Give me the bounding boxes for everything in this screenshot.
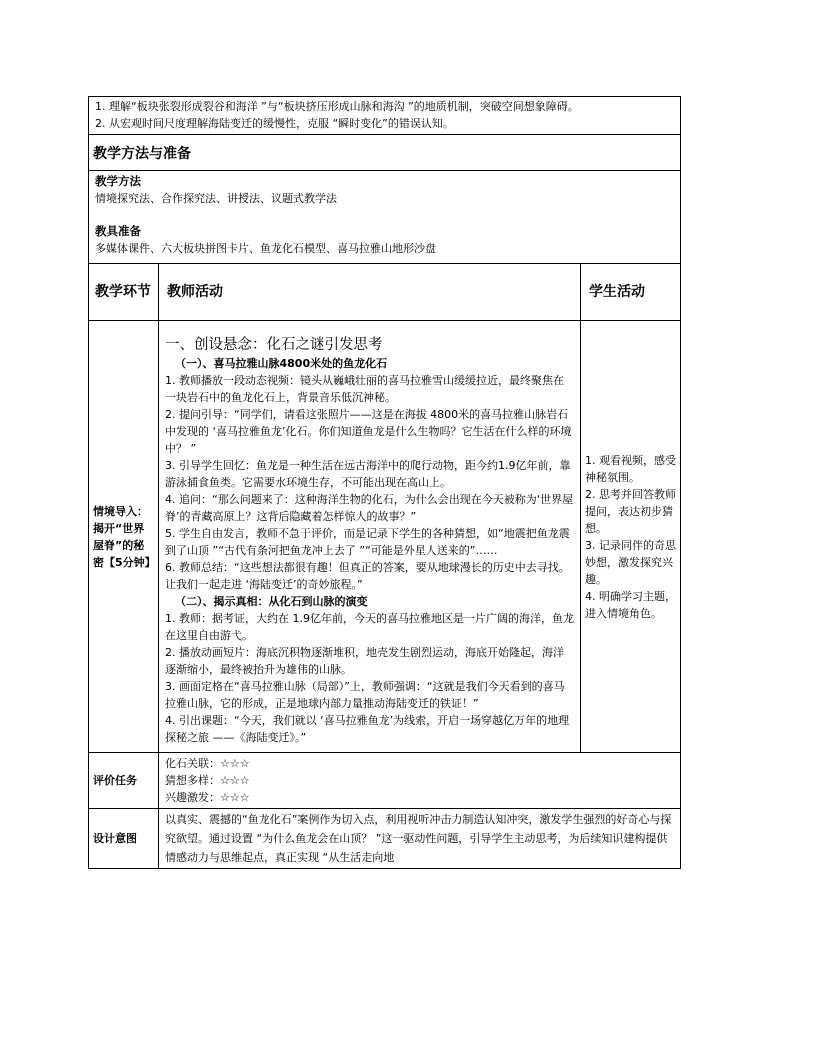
activity-subheading: （二）、揭示真相：从化石到山脉的演变 bbox=[175, 595, 368, 608]
student-step: 4. 明确学习主题，进入情境角色。 bbox=[585, 589, 676, 620]
objective-item: 2. 从宏观时间尺度理解海陆变迁的缓慢性，克服 “瞬时变化”的错误认知。 bbox=[95, 117, 454, 130]
evaluation-label: 评价任务 bbox=[89, 753, 159, 809]
design-text: 以真实、震撼的“鱼龙化石”案例作为切入点，利用视听冲击力制造认知冲突，激发学生强烈的好奇心与探究欲望。通过设置 “为什么鱼龙会在山顶？ ”这一驱动性问题，引导学生主动思考，为后续知识建构提供情感动力与思维起点，真正实现 “从生活走向地 bbox=[159, 809, 681, 869]
activity-step: 6. 教师总结：“这些想法都很有趣！但真正的答案，要从地球漫长的历史中去寻找。让我们一起走进 ‘海陆变迁’的奇妙旅程。” bbox=[165, 561, 570, 591]
methods-text: 情境探究法、合作探究法、讲授法、议题式教学法 bbox=[95, 192, 337, 205]
evaluation-items bbox=[159, 753, 681, 809]
header-teacher: 教师活动 bbox=[159, 264, 581, 321]
design-row bbox=[89, 809, 681, 869]
star-rating: ☆☆☆ bbox=[220, 757, 250, 770]
header-segment: 教学环节 bbox=[89, 264, 159, 321]
methods-section-title-row bbox=[89, 135, 681, 171]
header-student: 学生活动 bbox=[581, 264, 681, 321]
teacher-activity bbox=[159, 321, 581, 753]
methods-heading: 教学方法 bbox=[95, 174, 141, 188]
segment-label: 情境导入：揭开“世界屋脊”的秘密【5分钟】 bbox=[89, 321, 159, 753]
objectives-row bbox=[89, 97, 681, 135]
lesson-plan-table bbox=[88, 96, 681, 869]
methods-cell bbox=[89, 171, 681, 264]
methods-row bbox=[89, 171, 681, 264]
student-step: 3. 记录同伴的奇思妙想，激发探究兴趣。 bbox=[585, 538, 676, 586]
design-label: 设计意图 bbox=[89, 809, 159, 869]
evaluation-item: 猜想多样：☆☆☆ bbox=[165, 774, 250, 787]
student-activity bbox=[581, 321, 681, 753]
prep-text: 多媒体课件、六大板块拼图卡片、鱼龙化石模型、喜马拉雅山地形沙盘 bbox=[95, 242, 436, 255]
table-header-row bbox=[89, 264, 681, 321]
activity-step: 3. 引导学生回忆：鱼龙是一种生活在远古海洋中的爬行动物，距今约1.9亿年前，靠游泳捕食鱼类。它需要水环境生存，不可能出现在高山上。 bbox=[165, 459, 571, 489]
evaluation-item: 化石关联：☆☆☆ bbox=[165, 757, 250, 770]
section-title: 教学方法与准备 bbox=[89, 135, 681, 171]
student-step: 1. 观看视频，感受神秘氛围。 bbox=[585, 453, 676, 484]
evaluation-item: 兴趣激发：☆☆☆ bbox=[165, 791, 250, 804]
activity-title: 一、创设悬念：化石之谜引发思考 bbox=[165, 337, 383, 353]
activity-subheading: （一）、喜马拉雅山脉4800米处的鱼龙化石 bbox=[175, 357, 388, 370]
objectives-cell bbox=[89, 97, 681, 135]
activity-step: 2. 播放动画短片：海底沉积物逐渐堆积，地壳发生剧烈运动，海底开始隆起，海洋逐渐缩小，最终被抬升为雄伟的山脉。 bbox=[165, 646, 564, 676]
activity-step: 5. 学生自由发言，教师不急于评价，而是记录下学生的各种猜想，如“地震把鱼龙震到了山顶 ”“古代有条河把鱼龙冲上去了 ”“可能是外星人送来的”…… bbox=[165, 527, 570, 557]
student-step: 2. 思考并回答教师提问，表达初步猜想。 bbox=[585, 487, 676, 535]
activity-step: 3. 画面定格在“喜马拉雅山脉（局部）”上，教师强调：“这就是我们今天看到的喜马拉雅山脉，它的形成，正是地球内部力量推动海陆变迁的铁证！” bbox=[165, 680, 565, 710]
activity-step: 4. 追问：“那么问题来了：这种海洋生物的化石，为什么会出现在今天被称为‘世界屋脊’的青藏高原上？这背后隐藏着怎样惊人的故事？” bbox=[165, 493, 574, 523]
activity-step: 1. 教师：据考证，大约在 1.9亿年前，今天的喜马拉雅地区是一片广阔的海洋，鱼龙在这里自由游弋。 bbox=[165, 612, 574, 642]
evaluation-row bbox=[89, 753, 681, 809]
prep-heading: 教具准备 bbox=[95, 224, 141, 238]
star-rating: ☆☆☆ bbox=[220, 791, 250, 804]
activity-step: 4. 引出课题：“今天，我们就以 ‘喜马拉雅鱼龙’为线索，开启一场穿越亿万年的地理探秘之旅 ——《海陆变迁》。” bbox=[165, 714, 570, 744]
objective-item: 1. 理解“板块张裂形成裂谷和海洋 ”与“板块挤压形成山脉和海沟 ”的地质机制，突破空间想象障碍。 bbox=[95, 100, 579, 113]
activity-step: 1. 教师播放一段动态视频：镜头从巍峨壮丽的喜马拉雅雪山缓缓拉近，最终聚焦在一块岩石中的鱼龙化石上，背景音乐低沉神秘。 bbox=[165, 374, 564, 404]
activity-step: 2. 提问引导：“同学们，请看这张照片——这是在海拔 4800米的喜马拉雅山脉岩石中发现的 ‘喜马拉雅鱼龙’化石。你们知道鱼龙是什么生物吗？它生活在什么样的环境中？ ” bbox=[165, 408, 572, 455]
segment-row bbox=[89, 321, 681, 753]
star-rating: ☆☆☆ bbox=[220, 774, 250, 787]
